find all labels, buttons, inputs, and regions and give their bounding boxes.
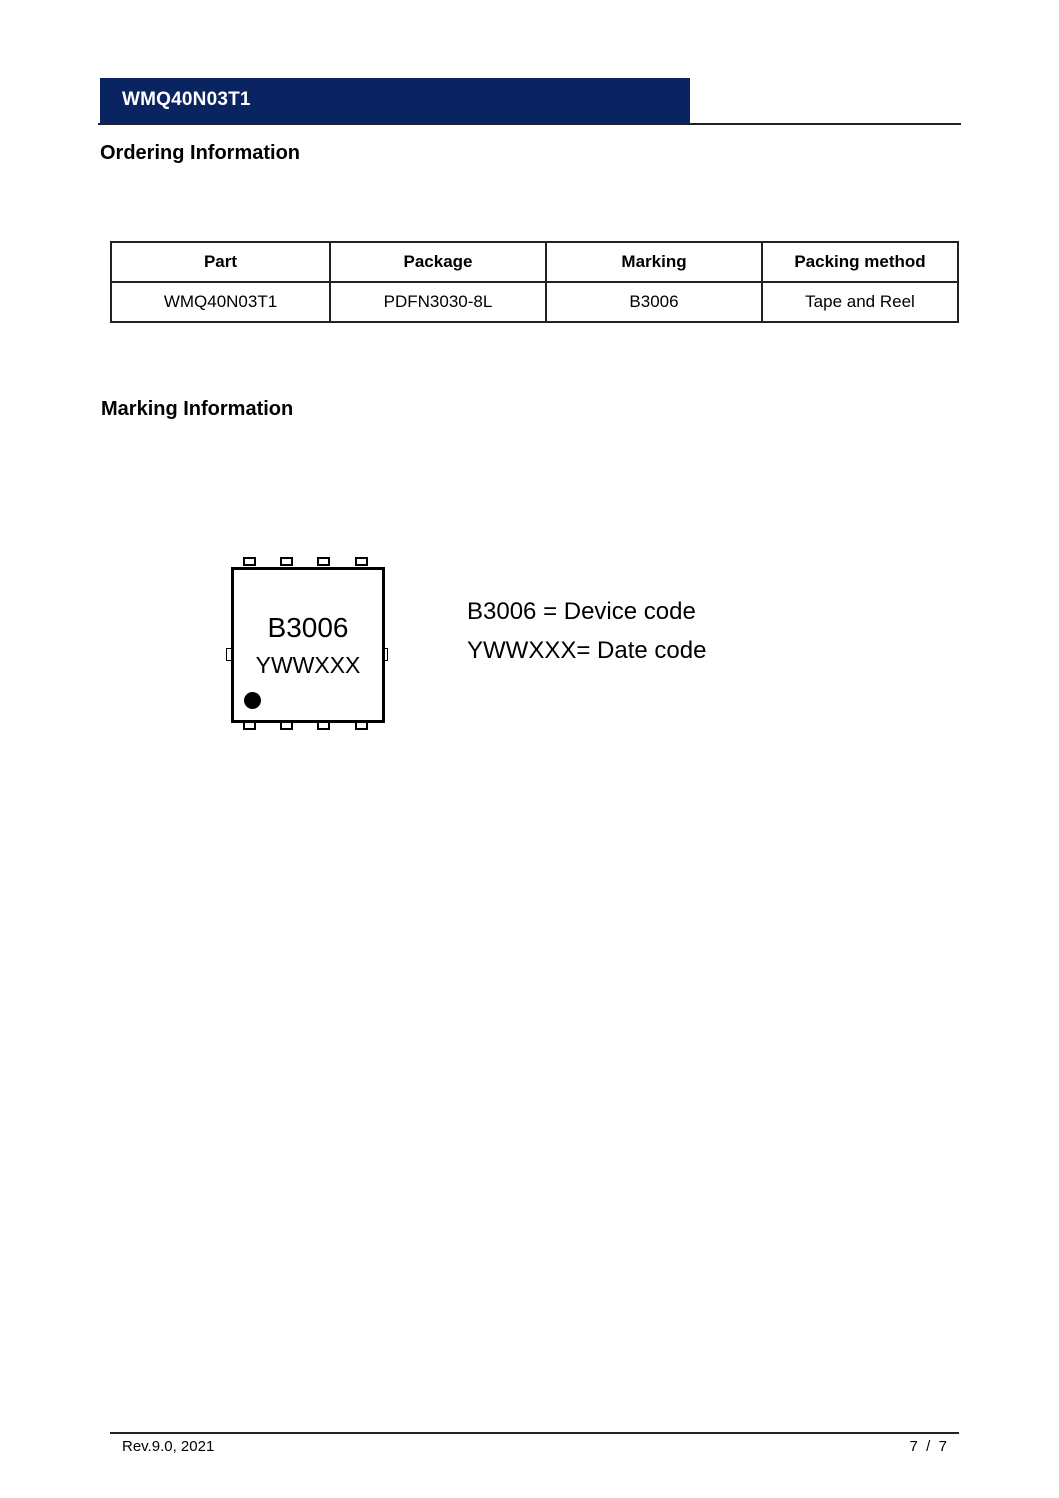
chip-pin-top-1: [243, 557, 256, 566]
chip-date-code: YWWXXX: [255, 652, 361, 678]
ordering-section-title: Ordering Information: [100, 142, 300, 164]
cell-part: WMQ40N03T1: [111, 282, 330, 322]
table-header-row: [111, 242, 958, 282]
column-header-marking: Marking: [546, 242, 762, 282]
legend-date-code: YWWXXX= Date code: [467, 637, 707, 664]
table-row: [111, 282, 958, 322]
header-bar: [100, 78, 690, 123]
pin1-indicator-dot-icon: [244, 692, 261, 709]
marking-section-title: Marking Information: [101, 398, 294, 420]
document-part-title: WMQ40N03T1: [122, 89, 251, 110]
cell-package: PDFN3030-8L: [330, 282, 546, 322]
header-divider: [98, 123, 961, 125]
chip-device-code: B3006: [267, 612, 349, 643]
chip-body: [231, 567, 385, 723]
footer-revision: Rev.9.0, 2021: [122, 1438, 215, 1455]
chip-pin-top-4: [355, 557, 368, 566]
column-header-package: Package: [330, 242, 546, 282]
chip-pin-top-3: [317, 557, 330, 566]
cell-marking: B3006: [546, 282, 762, 322]
legend-device-code: B3006 = Device code: [467, 598, 696, 625]
column-header-part: Part: [111, 242, 330, 282]
cell-packing-method: Tape and Reel: [762, 282, 958, 322]
footer-divider: [110, 1432, 959, 1434]
ordering-table: [110, 241, 959, 323]
chip-pin-top-2: [280, 557, 293, 566]
column-header-packing-method: Packing method: [762, 242, 958, 282]
footer-page-number: 7 / 7: [909, 1438, 947, 1455]
